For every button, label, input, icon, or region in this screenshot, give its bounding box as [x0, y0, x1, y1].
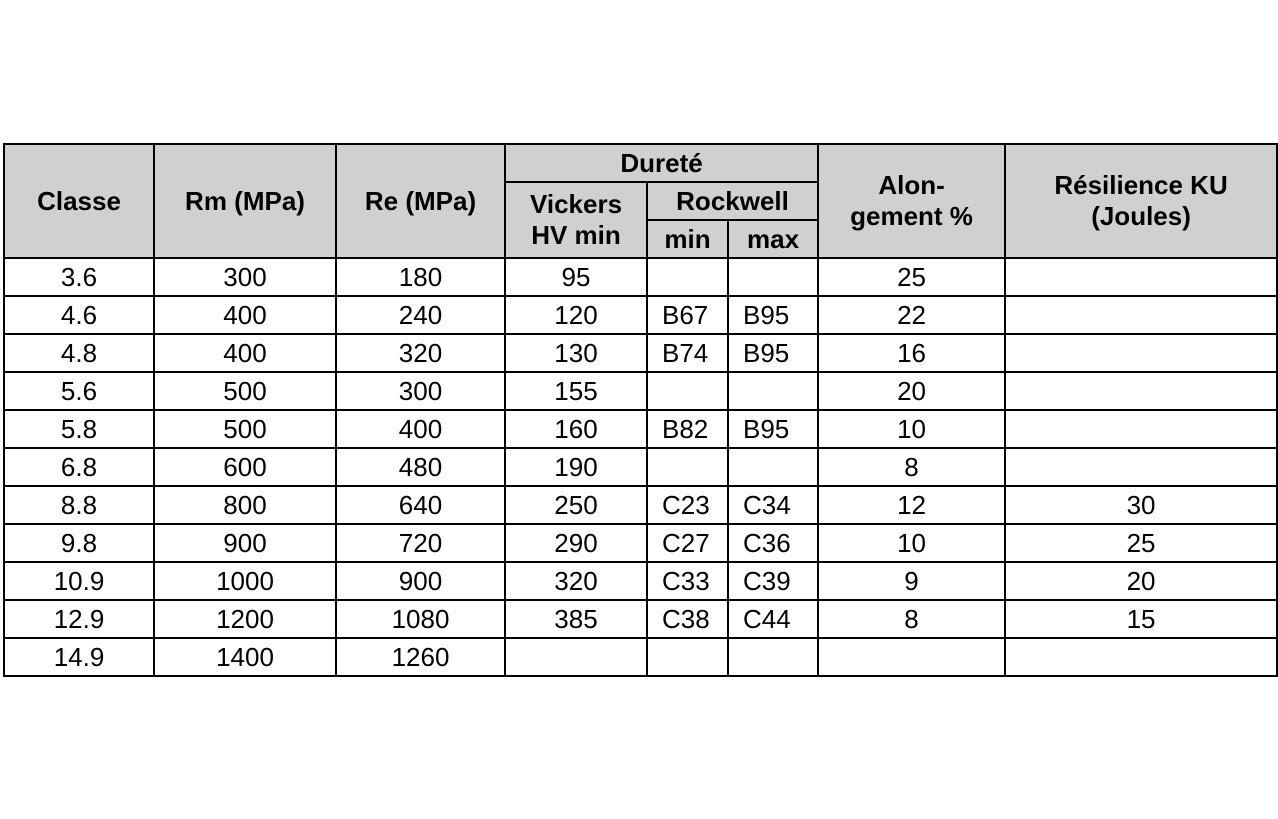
header-row-1 [4, 144, 1277, 182]
header-rm: Rm (MPa) [154, 144, 336, 258]
cell-rockwell-min: C33 [647, 562, 728, 600]
cell-rockwell-min [647, 258, 728, 296]
cell-rockwell-min: C38 [647, 600, 728, 638]
header-resilience [1005, 144, 1277, 258]
cell-resilience [1005, 372, 1277, 410]
cell-alongement [818, 638, 1005, 676]
table-row [4, 410, 1277, 448]
cell-alongement: 22 [818, 296, 1005, 334]
cell-rockwell-min: B82 [647, 410, 728, 448]
cell-rockwell-max: C36 [728, 524, 818, 562]
table-row [4, 258, 1277, 296]
cell-re: 320 [336, 334, 505, 372]
table-row [4, 372, 1277, 410]
cell-re: 180 [336, 258, 505, 296]
cell-vickers: 290 [505, 524, 647, 562]
cell-classe: 8.8 [4, 486, 154, 524]
cell-classe: 4.8 [4, 334, 154, 372]
cell-vickers: 160 [505, 410, 647, 448]
cell-vickers: 130 [505, 334, 647, 372]
cell-rm: 300 [154, 258, 336, 296]
cell-alongement: 16 [818, 334, 1005, 372]
bolt-class-properties-table [3, 143, 1278, 677]
cell-rockwell-max [728, 448, 818, 486]
header-rockwell: Rockwell [647, 182, 818, 220]
cell-rockwell-min [647, 372, 728, 410]
cell-classe: 5.6 [4, 372, 154, 410]
table-body [4, 258, 1277, 676]
header-rockwell-max: max [728, 220, 818, 258]
cell-rm: 500 [154, 410, 336, 448]
cell-rm: 600 [154, 448, 336, 486]
cell-resilience [1005, 334, 1277, 372]
cell-rockwell-max: C39 [728, 562, 818, 600]
cell-classe: 5.8 [4, 410, 154, 448]
cell-alongement: 10 [818, 524, 1005, 562]
cell-alongement: 10 [818, 410, 1005, 448]
cell-rockwell-min: C27 [647, 524, 728, 562]
header-resilience-line2: (Joules) [1091, 201, 1191, 231]
cell-rm: 400 [154, 334, 336, 372]
header-alongement-line2: gement % [850, 201, 973, 231]
cell-alongement: 12 [818, 486, 1005, 524]
cell-rm: 400 [154, 296, 336, 334]
cell-classe: 14.9 [4, 638, 154, 676]
header-re: Re (MPa) [336, 144, 505, 258]
cell-rockwell-min [647, 448, 728, 486]
table-row [4, 600, 1277, 638]
cell-rockwell-max [728, 258, 818, 296]
cell-vickers: 385 [505, 600, 647, 638]
cell-re: 1260 [336, 638, 505, 676]
header-vickers [505, 182, 647, 258]
header-vickers-line2: HV min [531, 220, 621, 250]
cell-re: 900 [336, 562, 505, 600]
cell-resilience: 30 [1005, 486, 1277, 524]
header-vickers-line1: Vickers [529, 189, 623, 219]
cell-alongement: 20 [818, 372, 1005, 410]
table-row [4, 448, 1277, 486]
cell-re: 240 [336, 296, 505, 334]
cell-re: 300 [336, 372, 505, 410]
cell-vickers: 155 [505, 372, 647, 410]
cell-re: 720 [336, 524, 505, 562]
cell-vickers: 120 [505, 296, 647, 334]
cell-rockwell-max: B95 [728, 334, 818, 372]
cell-re: 640 [336, 486, 505, 524]
cell-vickers: 190 [505, 448, 647, 486]
table-row [4, 296, 1277, 334]
cell-rm: 500 [154, 372, 336, 410]
header-resilience-line1: Résilience KU [1054, 170, 1228, 200]
table-row [4, 562, 1277, 600]
cell-alongement: 8 [818, 448, 1005, 486]
cell-rockwell-min [647, 638, 728, 676]
cell-re: 1080 [336, 600, 505, 638]
cell-rockwell-min: B74 [647, 334, 728, 372]
cell-resilience [1005, 296, 1277, 334]
table-row [4, 638, 1277, 676]
cell-rm: 900 [154, 524, 336, 562]
cell-rm: 800 [154, 486, 336, 524]
header-classe: Classe [4, 144, 154, 258]
table-row [4, 486, 1277, 524]
cell-rockwell-max [728, 638, 818, 676]
cell-rockwell-max: C44 [728, 600, 818, 638]
cell-vickers: 320 [505, 562, 647, 600]
header-rockwell-min: min [647, 220, 728, 258]
cell-classe: 12.9 [4, 600, 154, 638]
cell-rockwell-min: B67 [647, 296, 728, 334]
cell-classe: 9.8 [4, 524, 154, 562]
cell-classe: 10.9 [4, 562, 154, 600]
properties-table-container [3, 143, 1276, 677]
cell-resilience: 20 [1005, 562, 1277, 600]
header-alongement-line1: Alon- [878, 170, 945, 200]
cell-rockwell-min: C23 [647, 486, 728, 524]
table-row [4, 334, 1277, 372]
cell-alongement: 8 [818, 600, 1005, 638]
table-row [4, 524, 1277, 562]
cell-vickers: 250 [505, 486, 647, 524]
header-alongement [818, 144, 1005, 258]
cell-vickers: 95 [505, 258, 647, 296]
table-header [4, 144, 1277, 258]
cell-rm: 1200 [154, 600, 336, 638]
cell-classe: 3.6 [4, 258, 154, 296]
header-durete: Dureté [505, 144, 818, 182]
cell-resilience: 15 [1005, 600, 1277, 638]
cell-resilience [1005, 638, 1277, 676]
cell-classe: 6.8 [4, 448, 154, 486]
cell-rockwell-max [728, 372, 818, 410]
cell-resilience [1005, 258, 1277, 296]
cell-rm: 1400 [154, 638, 336, 676]
cell-rockwell-max: B95 [728, 296, 818, 334]
cell-alongement: 25 [818, 258, 1005, 296]
cell-resilience: 25 [1005, 524, 1277, 562]
cell-re: 400 [336, 410, 505, 448]
cell-resilience [1005, 410, 1277, 448]
cell-resilience [1005, 448, 1277, 486]
cell-rockwell-max: B95 [728, 410, 818, 448]
cell-re: 480 [336, 448, 505, 486]
cell-rm: 1000 [154, 562, 336, 600]
cell-alongement: 9 [818, 562, 1005, 600]
cell-rockwell-max: C34 [728, 486, 818, 524]
cell-vickers [505, 638, 647, 676]
cell-classe: 4.6 [4, 296, 154, 334]
